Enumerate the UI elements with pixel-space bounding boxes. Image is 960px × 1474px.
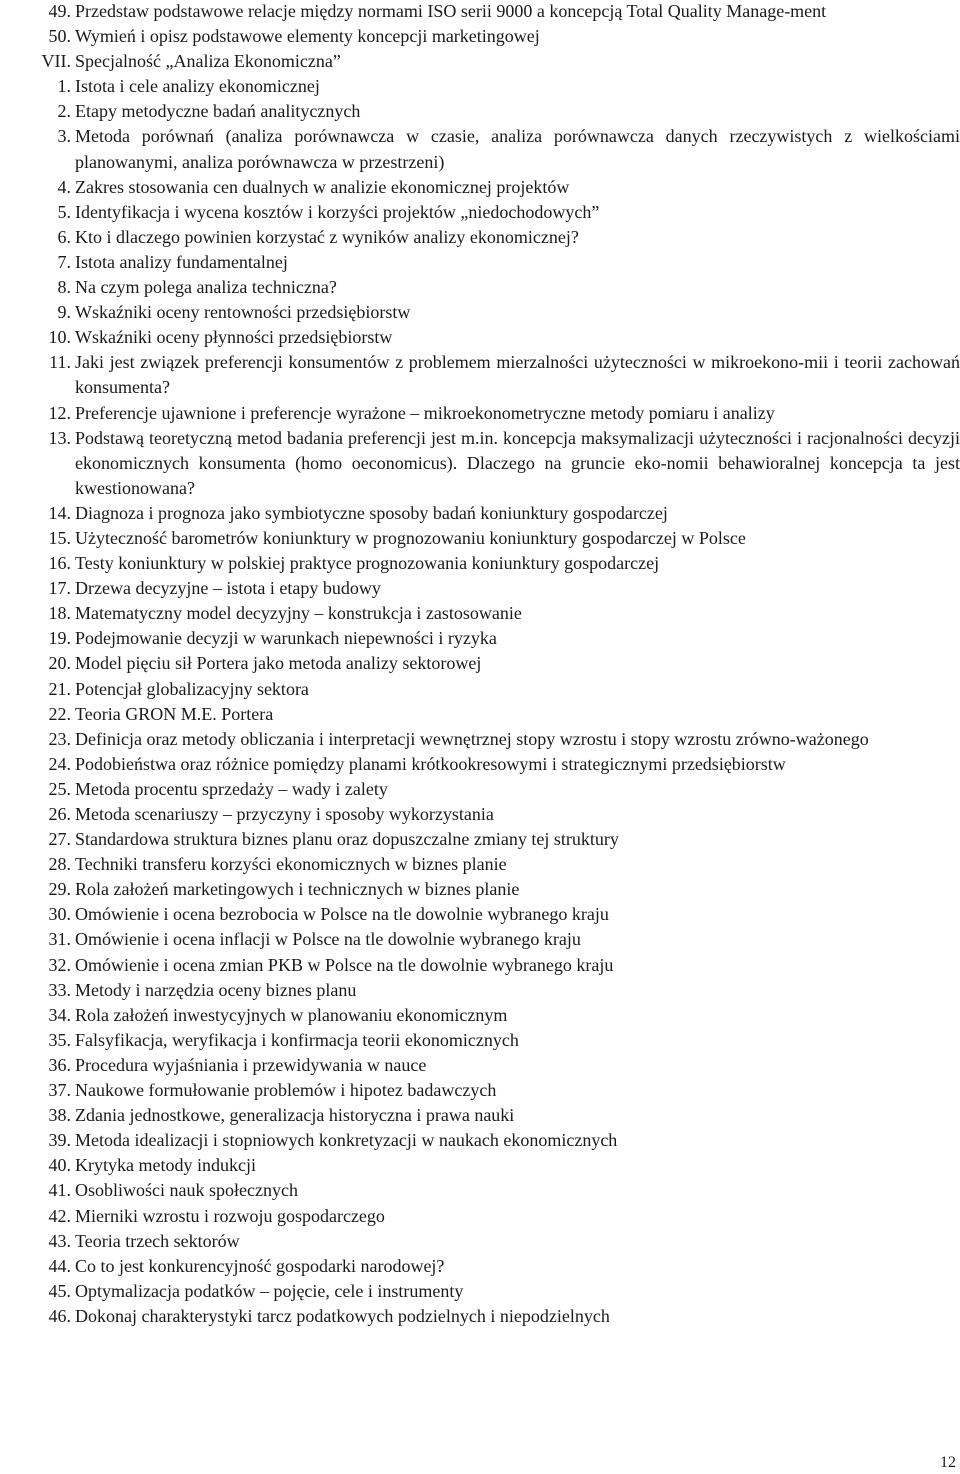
item-text: Na czym polega analiza techniczna? <box>75 277 337 298</box>
section-heading <box>20 49 960 74</box>
item-text: Rola założeń marketingowych i technicznych w biznes planie <box>75 879 520 900</box>
item-number: 35. <box>48 1029 71 1050</box>
item-text: Istota analizy fundamentalnej <box>75 251 288 272</box>
list-item <box>20 902 960 927</box>
list-item <box>20 1279 960 1304</box>
item-text: Jaki jest związek preferencji konsumentów z problemem mierzalności użyteczności w mikroekono-mii i teorii zachowań konsumenta? <box>75 352 960 398</box>
list-item <box>20 99 960 124</box>
item-text: Mierniki wzrostu i rozwoju gospodarczego <box>75 1205 385 1226</box>
list-item <box>20 802 960 827</box>
list-item <box>20 1053 960 1078</box>
item-number: VII. <box>41 51 71 72</box>
item-text: Wskaźniki oceny płynności przedsiębiorstw <box>75 327 393 348</box>
item-number: 5. <box>57 201 71 222</box>
list-item <box>20 275 960 300</box>
item-text: Dokonaj charakterystyki tarcz podatkowych podzielnych i niepodzielnych <box>75 1305 610 1326</box>
item-number: 23. <box>48 728 71 749</box>
list-item <box>20 401 960 426</box>
list-item <box>20 1204 960 1229</box>
item-number: 41. <box>48 1180 71 1201</box>
item-text: Teoria trzech sektorów <box>75 1230 240 1251</box>
item-text: Techniki transferu korzyści ekonomicznych w biznes planie <box>75 854 507 875</box>
item-number: 3. <box>57 126 71 147</box>
item-text: Przedstaw podstawowe relacje między normami ISO serii 9000 a koncepcją Total Quality Manage-ment <box>75 1 827 21</box>
list-item <box>20 74 960 99</box>
item-text: Podejmowanie decyzji w warunkach niepewności i ryzyka <box>75 628 497 649</box>
list-item <box>20 250 960 275</box>
item-text: Naukowe formułowanie problemów i hipotez badawczych <box>75 1080 497 1101</box>
item-number: 14. <box>48 502 71 523</box>
item-number: 13. <box>48 427 71 448</box>
list-item <box>20 877 960 902</box>
item-number: 46. <box>48 1305 71 1326</box>
list-item <box>20 1028 960 1053</box>
item-text: Diagnoza i prognoza jako symbiotyczne sposoby badań koniunktury gospodarczej <box>75 502 668 523</box>
list-item <box>20 978 960 1003</box>
item-number: 37. <box>48 1080 71 1101</box>
item-text: Metody i narzędzia oceny biznes planu <box>75 979 357 1000</box>
list-item <box>20 677 960 702</box>
item-text: Specjalność „Analiza Ekonomiczna” <box>75 51 341 72</box>
item-number: 16. <box>48 553 71 574</box>
item-number: 24. <box>48 753 71 774</box>
list-item <box>20 501 960 526</box>
list-item <box>20 927 960 952</box>
item-number: 18. <box>48 603 71 624</box>
question-list <box>20 0 960 1329</box>
item-number: 32. <box>48 954 71 975</box>
item-text: Procedura wyjaśniania i przewidywania w nauce <box>75 1054 427 1075</box>
item-text: Istota i cele analizy ekonomicznej <box>75 76 320 97</box>
item-number: 43. <box>48 1230 71 1251</box>
item-number: 1. <box>57 76 71 97</box>
item-number: 29. <box>48 879 71 900</box>
item-number: 33. <box>48 979 71 1000</box>
item-text: Falsyfikacja, weryfikacja i konfirmacja teorii ekonomicznych <box>75 1029 519 1050</box>
list-item <box>20 200 960 225</box>
item-text: Krytyka metody indukcji <box>75 1155 256 1176</box>
item-text: Drzewa decyzyjne – istota i etapy budowy <box>75 578 381 599</box>
item-text: Podobieństwa oraz różnice pomiędzy planami krótkookresowymi i strategicznymi przedsiębiorstw <box>75 753 786 774</box>
list-item <box>20 1304 960 1329</box>
item-text: Zakres stosowania cen dualnych w analizie ekonomicznej projektów <box>75 176 570 197</box>
list-item <box>20 702 960 727</box>
item-text: Optymalizacja podatków – pojęcie, cele i instrumenty <box>75 1280 464 1301</box>
item-number: 38. <box>48 1105 71 1126</box>
list-item <box>20 1103 960 1128</box>
list-item <box>20 1078 960 1103</box>
list-item <box>20 300 960 325</box>
item-text: Standardowa struktura biznes planu oraz dopuszczalne zmiany tej struktury <box>75 829 619 850</box>
page-number: 12 <box>940 1454 956 1471</box>
item-number: 26. <box>48 804 71 824</box>
item-text: Teoria GRON M.E. Portera <box>75 703 274 724</box>
item-number: 50. <box>48 26 71 47</box>
item-number: 10. <box>48 327 71 348</box>
item-text: Metoda porównań (analiza porównawcza w czasie, analiza porównawcza danych rzeczywistych z wielkościami planowanymi, analiza porównawcza w przestrzeni) <box>75 126 960 172</box>
item-text: Matematyczny model decyzyjny – konstrukcja i zastosowanie <box>75 603 522 624</box>
item-number: 28. <box>48 854 71 875</box>
item-number: 27. <box>48 829 71 850</box>
item-text: Wskaźniki oceny rentowności przedsiębiorstw <box>75 302 411 323</box>
item-number: 40. <box>48 1155 71 1176</box>
list-item <box>20 0 960 24</box>
item-number: 44. <box>48 1255 71 1276</box>
item-number: 30. <box>48 904 71 925</box>
item-text: Preferencje ujawnione i preferencje wyrażone – mikroekonometryczne metody pomiaru i analizy <box>75 402 775 423</box>
item-number: 9. <box>57 302 71 323</box>
item-text: Użyteczność barometrów koniunktury w prognozowaniu koniunktury gospodarczej w Polsce <box>75 527 746 548</box>
item-number: 34. <box>48 1004 71 1025</box>
item-number: 36. <box>48 1054 71 1075</box>
item-number: 11. <box>49 352 71 373</box>
list-item <box>20 651 960 676</box>
item-number: 2. <box>57 101 71 122</box>
list-item <box>20 626 960 651</box>
list-item <box>20 426 960 501</box>
item-number: 31. <box>48 929 71 950</box>
item-text: Zdania jednostkowe, generalizacja historyczna i prawa nauki <box>75 1105 515 1126</box>
item-text: Co to jest konkurencyjność gospodarki narodowej? <box>75 1255 445 1276</box>
item-text: Testy koniunktury w polskiej praktyce prognozowania koniunktury gospodarczej <box>75 553 660 574</box>
list-item <box>20 1178 960 1203</box>
item-text: Osobliwości nauk społecznych <box>75 1180 298 1201</box>
item-number: 7. <box>57 251 71 272</box>
list-item <box>20 175 960 200</box>
list-item <box>20 1229 960 1254</box>
item-number: 8. <box>57 277 71 298</box>
list-item <box>20 526 960 551</box>
list-item <box>20 1128 960 1153</box>
item-text: Metoda idealizacji i stopniowych konkretyzacji w naukach ekonomicznych <box>75 1130 618 1151</box>
list-item <box>20 1003 960 1028</box>
list-item <box>20 727 960 752</box>
item-number: 45. <box>48 1280 71 1301</box>
item-text: Identyfikacja i wycena kosztów i korzyści projektów „niedochodowych” <box>75 201 600 222</box>
item-text: Wymień i opisz podstawowe elementy koncepcji marketingowej <box>75 26 540 47</box>
list-item <box>20 752 960 777</box>
item-number: 19. <box>48 628 71 649</box>
item-text: Potencjał globalizacyjny sektora <box>75 678 309 699</box>
item-text: Metoda scenariuszy – przyczyny i sposoby wykorzystania <box>75 804 494 824</box>
item-number: 17. <box>48 578 71 599</box>
item-text: Omówienie i ocena inflacji w Polsce na tle dowolnie wybranego kraju <box>75 929 581 950</box>
item-number: 6. <box>57 226 71 247</box>
item-number: 12. <box>48 402 71 423</box>
item-text: Omówienie i ocena bezrobocia w Polsce na tle dowolnie wybranego kraju <box>75 904 609 925</box>
item-number: 49. <box>48 1 71 21</box>
item-text: Kto i dlaczego powinien korzystać z wyników analizy ekonomicznej? <box>75 226 579 247</box>
item-text: Model pięciu sił Portera jako metoda analizy sektorowej <box>75 653 482 674</box>
list-item <box>20 350 960 400</box>
item-number: 20. <box>48 653 71 674</box>
list-item <box>20 225 960 250</box>
item-number: 39. <box>48 1130 71 1151</box>
list-item <box>20 852 960 877</box>
item-text: Omówienie i ocena zmian PKB w Polsce na tle dowolnie wybranego kraju <box>75 954 614 975</box>
item-text: Podstawą teoretyczną metod badania preferencji jest m.in. koncepcja maksymalizacji użyteczności i racjonalności decyzji ekonomicznych konsumenta (homo oeconomicus). Dlaczego na gruncie eko-nomii behawioralnej koncepcja ta jest kwestionowana? <box>75 427 960 498</box>
item-number: 42. <box>48 1205 71 1226</box>
list-item <box>20 601 960 626</box>
list-item <box>20 24 960 49</box>
item-text: Rola założeń inwestycyjnych w planowaniu ekonomicznym <box>75 1004 508 1025</box>
item-number: 21. <box>48 678 71 699</box>
list-item <box>20 777 960 802</box>
list-item <box>20 953 960 978</box>
item-number: 22. <box>48 703 71 724</box>
item-number: 4. <box>57 176 71 197</box>
list-item <box>20 551 960 576</box>
item-number: 15. <box>48 527 71 548</box>
list-item <box>20 325 960 350</box>
item-number: 25. <box>48 778 71 799</box>
item-text: Metoda procentu sprzedaży – wady i zalety <box>75 778 388 799</box>
list-item <box>20 827 960 852</box>
item-text: Definicja oraz metody obliczania i interpretacji wewnętrznej stopy wzrostu i stopy wzrostu zrówno-ważonego <box>75 728 869 749</box>
list-item <box>20 1254 960 1279</box>
item-text: Etapy metodyczne badań analitycznych <box>75 101 361 122</box>
list-item <box>20 124 960 174</box>
list-item <box>20 576 960 601</box>
list-item <box>20 1153 960 1178</box>
